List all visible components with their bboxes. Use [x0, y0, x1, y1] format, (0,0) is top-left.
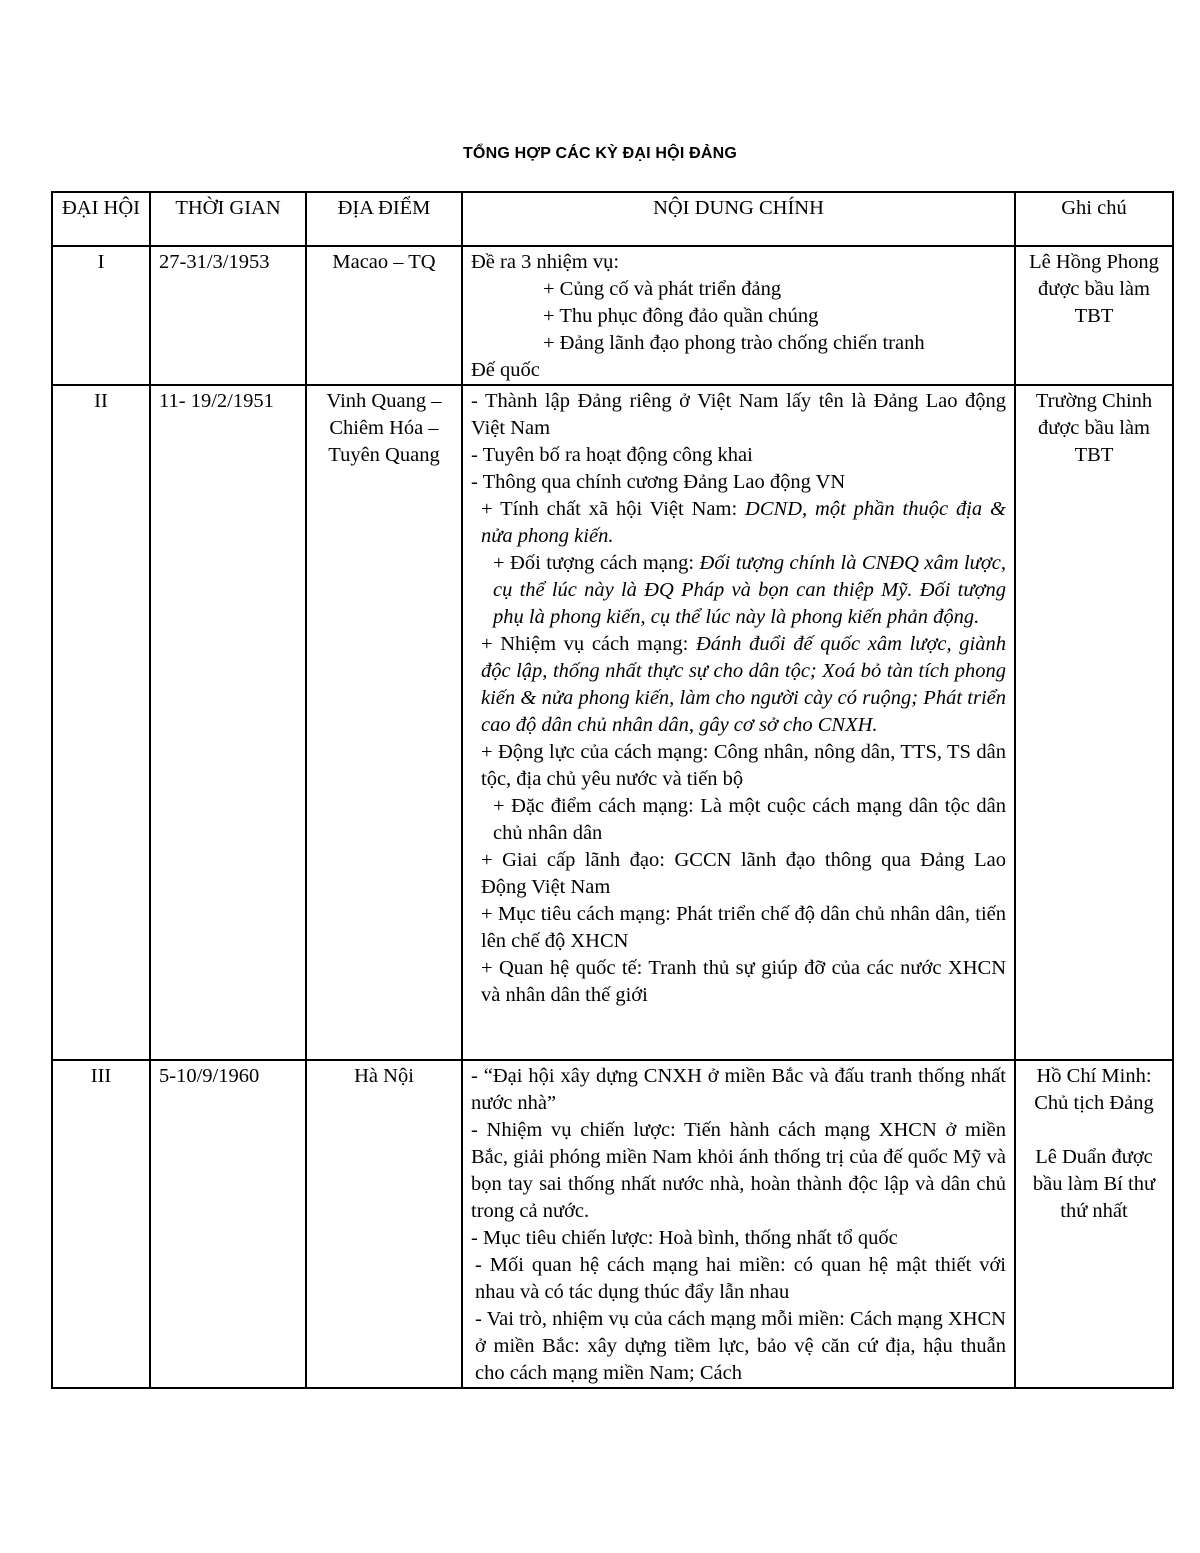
- header-dai-hoi: ĐẠI HỘI: [52, 192, 150, 246]
- content-paragraph: + Đặc điểm cách mạng: Là một cuộc cách mạng dân tộc dân chủ nhân dân: [493, 795, 1006, 844]
- cell-thoi-gian: 11- 19/2/1951: [150, 385, 306, 1060]
- cell-noi-dung: [462, 1060, 1015, 1388]
- content-label: + Tính chất xã hội Việt Nam:: [481, 498, 746, 520]
- cell-dai-hoi: II: [52, 385, 150, 1060]
- content-italic: Đánh đuổi đế quốc xâm lược, giành độc lập, thống nhất thực sự cho dân tộc; Xoá bỏ tàn tích phong kiến & nửa phong kiến, làm cho người cày có ruộng; Phát triển cao độ dân chủ nhân dân, gây cơ sở cho CNXH.: [481, 633, 1006, 736]
- content-line: Đế quốc: [471, 359, 540, 381]
- content-label: + Đối tượng cách mạng:: [493, 552, 700, 574]
- content-paragraph: + Động lực của cách mạng: Công nhân, nông dân, TTS, TS dân tộc, địa chủ yêu nước và tiến bộ: [481, 741, 1006, 790]
- cell-ghi-chu: Lê Hồng Phong được bầu làm TBT: [1015, 246, 1173, 385]
- content-paragraph: - Tuyên bố ra hoạt động công khai: [471, 444, 753, 466]
- ghi-chu-line: Lê Duẩn được bầu làm Bí thư thứ nhất: [1032, 1146, 1156, 1222]
- content-line: + Đảng lãnh đạo phong trào chống chiến tranh: [543, 332, 925, 354]
- cell-thoi-gian: 5-10/9/1960: [150, 1060, 306, 1388]
- content-paragraph: + Giai cấp lãnh đạo: GCCN lãnh đạo thông qua Đảng Lao Động Việt Nam: [481, 849, 1006, 898]
- content-paragraph: - Thông qua chính cương Đảng Lao động VN: [471, 471, 846, 493]
- content-paragraph: + Quan hệ quốc tế: Tranh thủ sự giúp đỡ của các nước XHCN và nhân dân thế giới: [481, 957, 1006, 1006]
- table-row: [52, 246, 1173, 385]
- header-thoi-gian: THỜI GIAN: [150, 192, 306, 246]
- content-paragraph: - Nhiệm vụ chiến lược: Tiến hành cách mạng XHCN ở miền Bắc, giải phóng miền Nam khỏi ánh thống trị của đế quốc Mỹ và bọn tay sai thống nhất nước nhà, hoàn thành độc lập và dân chủ trong cả nước.: [471, 1119, 1006, 1222]
- spacer: [1024, 1117, 1164, 1144]
- content-line: + Củng cố và phát triển đảng: [543, 278, 782, 300]
- content-paragraph: - Mối quan hệ cách mạng hai miền: có quan hệ mật thiết với nhau và có tác dụng thúc đẩy lẫn nhau: [475, 1254, 1006, 1303]
- table-row: [52, 1060, 1173, 1388]
- cell-noi-dung: [462, 385, 1015, 1060]
- cell-ghi-chu: Trường Chinh được bầu làm TBT: [1015, 385, 1173, 1060]
- content-paragraph: [471, 631, 1006, 739]
- content-paragraph: - Mục tiêu chiến lược: Hoà bình, thống nhất tổ quốc: [471, 1227, 898, 1249]
- content-paragraph: [471, 496, 1006, 550]
- header-noi-dung: NỘI DUNG CHÍNH: [462, 192, 1015, 246]
- cell-thoi-gian: 27-31/3/1953: [150, 246, 306, 385]
- content-italic: Đối tượng chính là CNĐQ xâm lược, cụ thể lúc này là ĐQ Pháp và bọn can thiệp Mỹ. Đối tượng phụ là phong kiến, cụ thể lúc này là phong kiến phản động.: [493, 552, 1006, 628]
- content-paragraph: [471, 550, 1006, 631]
- cell-dia-diem: Hà Nội: [306, 1060, 462, 1388]
- table-header-row: [52, 192, 1173, 246]
- dai-hoi-table: [51, 191, 1174, 1389]
- content-italic: DCND, một phần thuộc địa & nửa phong kiến.: [481, 498, 1006, 547]
- content-label: + Nhiệm vụ cách mạng:: [481, 633, 696, 655]
- header-ghi-chu: Ghi chú: [1015, 192, 1173, 246]
- cell-dai-hoi: I: [52, 246, 150, 385]
- cell-dai-hoi: III: [52, 1060, 150, 1388]
- content-line: + Thu phục đông đảo quần chúng: [543, 305, 819, 327]
- cell-dia-diem: Vinh Quang – Chiêm Hóa – Tuyên Quang: [306, 385, 462, 1060]
- content-paragraph: - “Đại hội xây dựng CNXH ở miền Bắc và đấu tranh thống nhất nước nhà”: [471, 1065, 1006, 1114]
- table-row: [52, 385, 1173, 1060]
- header-dia-diem: ĐỊA ĐIỂM: [306, 192, 462, 246]
- document-title: TỔNG HỢP CÁC KỲ ĐẠI HỘI ĐẢNG: [462, 145, 738, 162]
- cell-dia-diem: Macao – TQ: [306, 246, 462, 385]
- content-paragraph: - Vai trò, nhiệm vụ của cách mạng mỗi miền: Cách mạng XHCN ở miền Bắc: xây dựng tiềm lực, bảo vệ căn cứ địa, hậu thuẫn cho cách mạng miền Nam; Cách: [475, 1308, 1006, 1384]
- content-line: Đề ra 3 nhiệm vụ:: [471, 251, 620, 273]
- content-paragraph: - Thành lập Đảng riêng ở Việt Nam lấy tên là Đảng Lao động Việt Nam: [471, 390, 1006, 439]
- content-paragraph: + Mục tiêu cách mạng: Phát triển chế độ dân chủ nhân dân, tiến lên chế độ XHCN: [481, 903, 1006, 952]
- cell-noi-dung: [462, 246, 1015, 385]
- ghi-chu-line: Hồ Chí Minh: Chủ tịch Đảng: [1034, 1065, 1154, 1114]
- cell-ghi-chu: [1015, 1060, 1173, 1388]
